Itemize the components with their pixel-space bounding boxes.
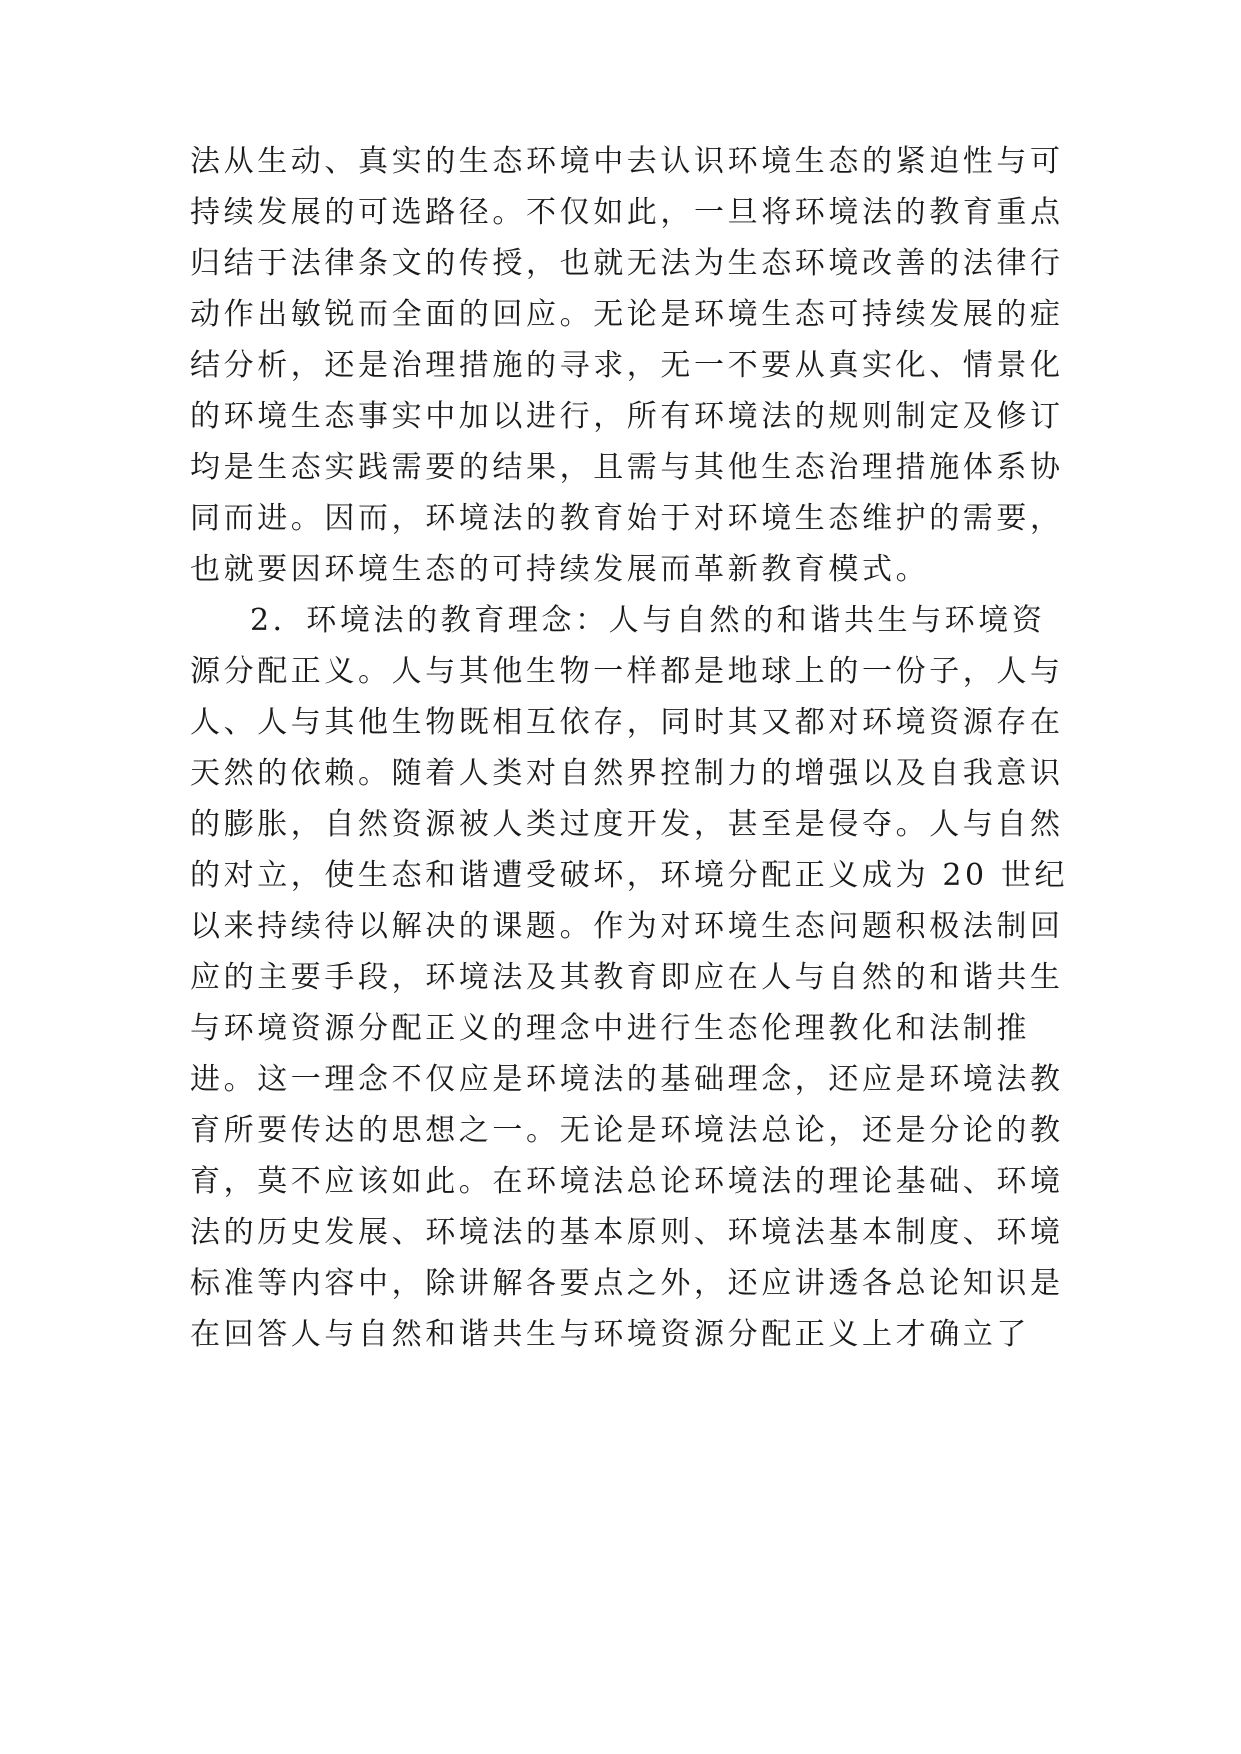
text-line: 同而进。因而，环境法的教育始于对环境生态维护的需要，: [190, 501, 1064, 536]
body-text: [190, 136, 1070, 1360]
text-line: 以来持续待以解决的课题。作为对环境生态问题积极法制回: [190, 909, 1064, 944]
text-line: 动作出敏锐而全面的回应。无论是环境生态可持续发展的症: [190, 297, 1064, 332]
text-line: 的膨胀，自然资源被人类过度开发，甚至是侵夺。人与自然: [190, 807, 1064, 842]
text-line: 均是生态实践需要的结果，且需与其他生态治理措施体系协: [190, 450, 1064, 485]
text-line: 育，莫不应该如此。在环境法总论环境法的理论基础、环境: [190, 1164, 1064, 1199]
text-line: 法从生动、真实的生态环境中去认识环境生态的紧迫性与可: [190, 144, 1064, 179]
text-line: 源分配正义。人与其他生物一样都是地球上的一份子，人与: [190, 654, 1064, 689]
text-line: 进。这一理念不仅应是环境法的基础理念，还应是环境法教: [190, 1062, 1064, 1097]
text-line: 标准等内容中，除讲解各要点之外，还应讲透各总论知识是: [190, 1266, 1064, 1301]
text-line: 归结于法律条文的传授，也就无法为生态环境改善的法律行: [190, 246, 1064, 281]
text-line: 人、人与其他生物既相互依存，同时其又都对环境资源存在: [190, 705, 1064, 740]
text-line: 育所要传达的思想之一。无论是环境法总论，还是分论的教: [190, 1113, 1064, 1148]
text-line: 持续发展的可选路径。不仅如此，一旦将环境法的教育重点: [190, 195, 1064, 230]
text-line: 与环境资源分配正义的理念中进行生态伦理教化和法制推: [190, 1011, 1030, 1046]
paragraph-start-line: 2．环境法的教育理念：人与自然的和谐共生与环境资: [250, 603, 1046, 638]
text-line: 法的历史发展、环境法的基本原则、环境法基本制度、环境: [190, 1215, 1064, 1250]
text-line: 也就要因环境生态的可持续发展而革新教育模式。: [190, 552, 930, 587]
text-line: 应的主要手段，环境法及其教育即应在人与自然的和谐共生: [190, 960, 1064, 995]
text-line: 结分析，还是治理措施的寻求，无一不要从真实化、情景化: [190, 348, 1064, 383]
text-line: 的环境生态事实中加以进行，所有环境法的规则制定及修订: [190, 399, 1064, 434]
text-line: 在回答人与自然和谐共生与环境资源分配正义上才确立了: [190, 1317, 1030, 1352]
text-line: 天然的依赖。随着人类对自然界控制力的增强以及自我意识: [190, 756, 1064, 791]
text-line: 的对立，使生态和谐遭受破坏，环境分配正义成为 20 世纪: [190, 858, 1069, 893]
